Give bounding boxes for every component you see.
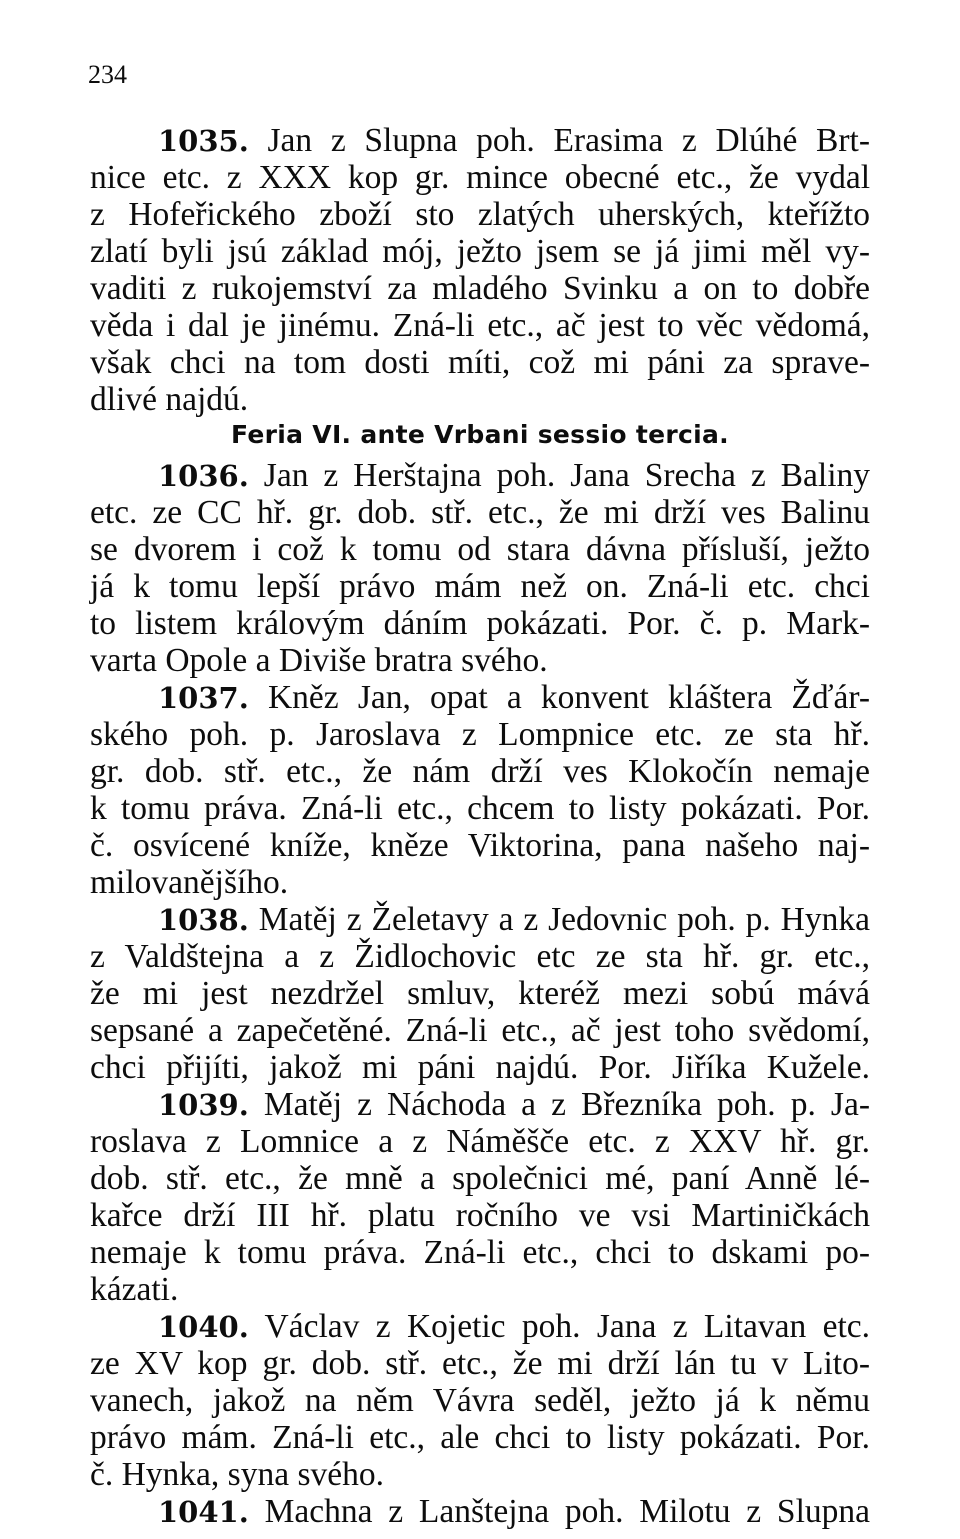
entry-line: 1036. Jan z Herštajna poh. Jana Srecha z Baliny — [158, 457, 870, 494]
entry-line: to listem královým dáním pokázati. Por. č. p. Mark- — [90, 605, 870, 642]
entry-number: 1040. — [158, 1310, 249, 1344]
entry-line: vaditi z rukojemství za mladého Svinku a on to dobře — [90, 270, 870, 307]
entry-line: že mi jest nezdržel smluv, kteréž mezi sobú mává — [90, 975, 870, 1012]
entry-line: 1035. Jan z Slupna poh. Erasima z Dlúhé Brt- — [158, 122, 870, 159]
entry-number: 1037. — [158, 681, 249, 715]
entry-line: však chci na tom dosti míti, což mi páni za sprave- — [90, 344, 870, 381]
entry-number: 1036. — [158, 459, 249, 493]
entry-line: gr. dob. stř. etc., že nám drží ves Klokočín nemaje — [90, 753, 870, 790]
entry-line: 1041. Machna z Lanštejna poh. Milotu z Slupna — [158, 1493, 870, 1530]
entry-line: nice etc. z XXX kop gr. mince obecné etc., že vydal — [90, 159, 870, 196]
entry-line: č. osvícené kníže, kněze Viktorina, pana našeho naj- — [90, 827, 870, 864]
entry-number: 1035. — [158, 124, 249, 158]
entry-number: 1041. — [158, 1495, 249, 1529]
entry-line: ského poh. p. Jaroslava z Lompnice etc. ze sta hř. — [90, 716, 870, 753]
entry-line: zlatí byli jsú základ mój, ježto jsem se já jimi měl vy- — [90, 233, 870, 270]
entry-line: dob. stř. etc., že mně a společnici mé, paní Anně lé- — [90, 1160, 870, 1197]
entry-line: 1037. Kněz Jan, opat a konvent kláštera Žďár- — [158, 679, 870, 716]
entry-line: milovanějšího. — [90, 864, 289, 901]
entry-line: věda i dal je jinému. Zná-li etc., ač jest to věc vědomá, — [90, 307, 870, 344]
entry-line: z Valdštejna a z Židlochovic etc ze sta hř. gr. etc., — [90, 938, 870, 975]
entry-line: kařce drží III hř. platu ročního ve vsi Martiničkách — [90, 1197, 870, 1234]
entry-line: 1040. Václav z Kojetic poh. Jana z Litavan etc. — [158, 1308, 870, 1345]
entry-line: právo mám. Zná-li etc., ale chci to listy pokázati. Por. — [90, 1419, 870, 1456]
entry-line: č. Hynka, syna svého. — [90, 1456, 384, 1493]
entry-line: kázati. — [90, 1271, 179, 1308]
entry-line: chci přijíti, jakož mi páni najdú. Por. Jiříka Kužele. — [90, 1049, 870, 1086]
entry-line: já k tomu lepší právo mám než on. Zná-li etc. chci — [90, 568, 870, 605]
entry-line: 1038. Matěj z Želetavy a z Jedovnic poh. p. Hynka — [158, 901, 870, 938]
entry-line: etc. ze CC hř. gr. dob. stř. etc., že mi drží ves Balinu — [90, 494, 870, 531]
entry-line: z Hofeřického zboží sto zlatých uherských, kteřížto — [90, 196, 870, 233]
entry-line: nemaje k tomu práva. Zná-li etc., chci to dskami po- — [90, 1234, 870, 1271]
entry-line: varta Opole a Diviše bratra svého. — [90, 642, 548, 679]
entry-line: sepsané a zapečetěné. Zná-li etc., ač jest toho svědomí, — [90, 1012, 870, 1049]
entry-line: dlivé najdú. — [90, 381, 249, 418]
entry-line: vanech, jakož na něm Vávra seděl, ježto já k němu — [90, 1382, 870, 1419]
entry-line: ze XV kop gr. dob. stř. etc., že mi drží lán tu v Lito- — [90, 1345, 870, 1382]
session-heading: Feria VI. ante Vrbani sessio tercia. — [231, 420, 729, 449]
entry-line: k tomu práva. Zná-li etc., chcem to listy pokázati. Por. — [90, 790, 870, 827]
page-number: 234 — [88, 60, 127, 89]
entry-number: 1039. — [158, 1088, 249, 1122]
entry-line: se dvorem i což k tomu od stara dávna přísluší, ježto — [90, 531, 870, 568]
entry-number: 1038. — [158, 903, 249, 937]
entry-line: roslava z Lomnice a z Náměšče etc. z XXV hř. gr. — [90, 1123, 870, 1160]
entry-line: 1039. Matěj z Náchoda a z Březníka poh. p. Ja- — [158, 1086, 870, 1123]
